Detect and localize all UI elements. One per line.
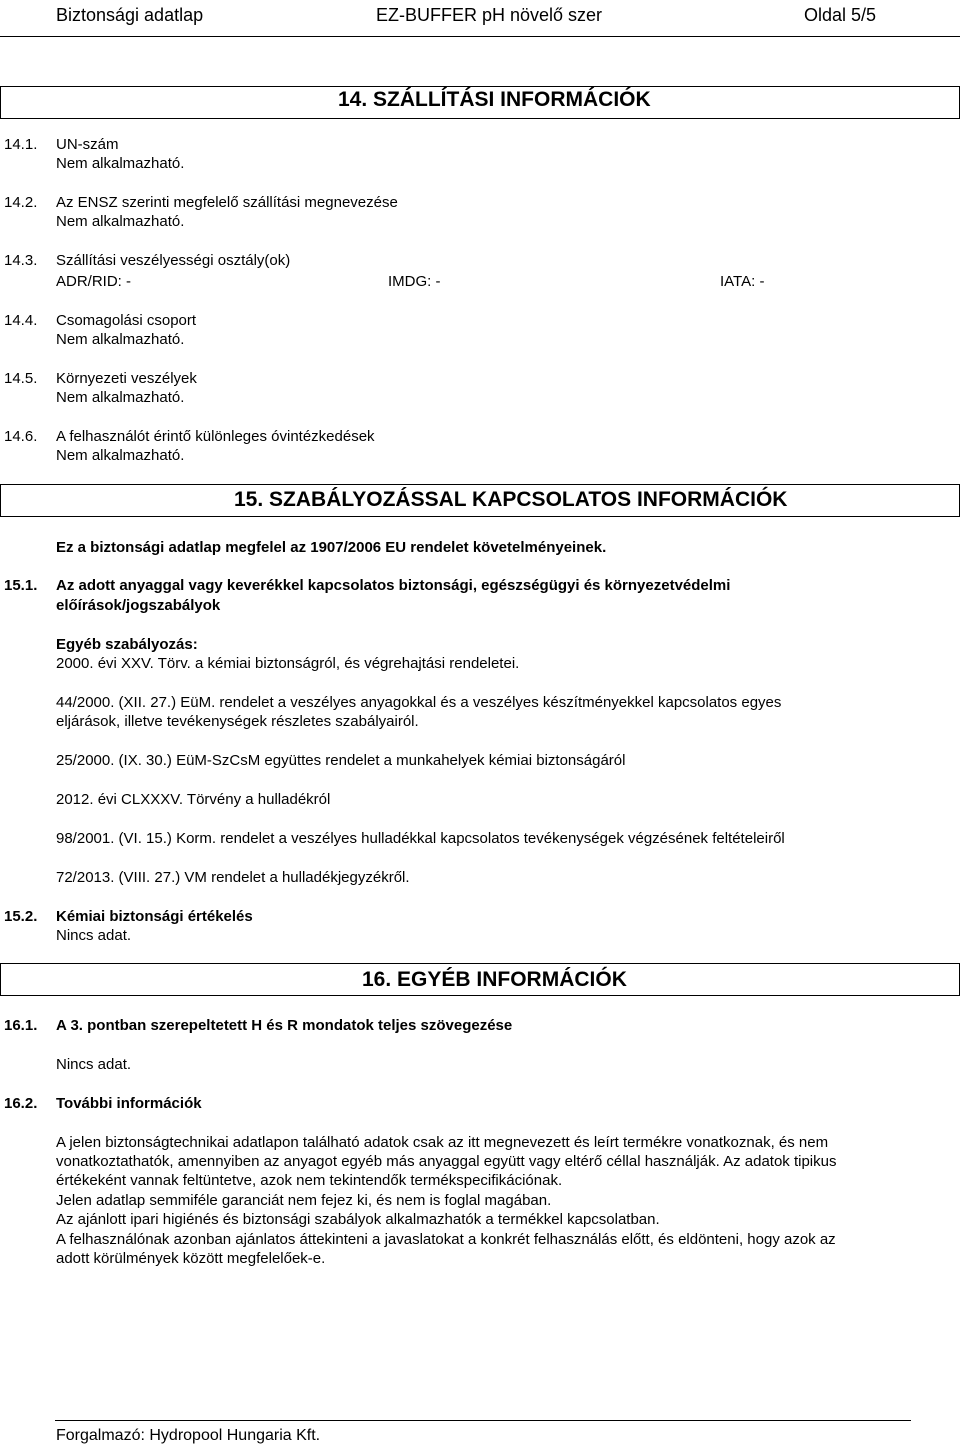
iata-value: IATA: - — [720, 273, 765, 290]
item-number: 14.5. — [4, 370, 38, 387]
item-title: Szállítási veszélyességi osztály(ok) — [56, 252, 291, 269]
item-title: UN-szám — [56, 136, 119, 153]
regulation-item: 72/2013. (VIII. 27.) VM rendelet a hulladékjegyzékről. — [56, 869, 410, 886]
other-regulations-label: Egyéb szabályozás: — [56, 636, 198, 653]
info-paragraph-line: Jelen adatlap semmiféle garanciát nem fejez ki, és nem is foglal magában. — [56, 1192, 552, 1209]
header-divider — [0, 36, 960, 37]
regulation-intro: Ez a biztonsági adatlap megfelel az 1907/2006 EU rendelet követelményeinek. — [56, 539, 607, 556]
item-value: Nem alkalmazható. — [56, 331, 185, 348]
product-name: EZ-BUFFER pH növelő szer — [376, 5, 603, 25]
item-value: Nem alkalmazható. — [56, 389, 185, 406]
item-number: 14.3. — [4, 252, 38, 269]
item-title: Környezeti veszélyek — [56, 370, 197, 387]
item-number: 14.6. — [4, 428, 38, 445]
regulation-item: 98/2001. (VI. 15.) Korm. rendelet a veszélyes hulladékkal kapcsolatos tevékenységek végzésének feltételeiről — [56, 830, 785, 847]
info-paragraph-line: adott körülmények között megfelelőek-e. — [56, 1250, 326, 1267]
item-title: Csomagolási csoport — [56, 312, 197, 329]
section-16-title: 16. EGYÉB INFORMÁCIÓK — [362, 968, 627, 991]
section-15-title: 15. SZABÁLYOZÁSSAL KAPCSOLATOS INFORMÁCIÓK — [234, 488, 788, 511]
info-paragraph-line: Az ajánlott ipari higiénés és biztonsági szabályok alkalmazhatók a termékkel kapcsolatban. — [56, 1211, 660, 1228]
distributor: Forgalmazó: Hydropool Hungaria Kft. — [56, 1427, 321, 1444]
item-title: További információk — [56, 1095, 202, 1112]
regulation-item: 2000. évi XXV. Törv. a kémiai biztonságról, és végrehajtási rendeletei. — [56, 655, 520, 672]
item-value: Nincs adat. — [56, 927, 132, 944]
item-number: 14.4. — [4, 312, 38, 329]
item-number: 16.1. — [4, 1017, 38, 1034]
item-number: 15.1. — [4, 577, 38, 594]
doc-title: Biztonsági adatlap — [56, 5, 204, 25]
item-title: A felhasználót érintő különleges óvintézkedések — [56, 428, 375, 445]
item-number: 16.2. — [4, 1095, 38, 1112]
info-paragraph-line: A felhasználónak azonban ajánlatos áttekinteni a javaslatokat a konkrét felhasználás előtt, és eldönteni, hogy azok az — [56, 1231, 836, 1248]
info-paragraph-line: értékeként vannak feltüntetve, azok nem tekintendők termékspecifikációnak. — [56, 1172, 563, 1189]
regulation-item: 44/2000. (XII. 27.) EüM. rendelet a veszélyes anyagokkal és a veszélyes készítményekkel kapcsolatos egyes — [56, 694, 782, 711]
item-title: A 3. pontban szerepeltetett H és R mondatok teljes szövegezése — [56, 1017, 513, 1034]
item-title: Kémiai biztonsági értékelés — [56, 908, 253, 925]
page-number: Oldal 5/5 — [804, 5, 877, 25]
item-value: Nem alkalmazható. — [56, 447, 185, 464]
imdg-value: IMDG: - — [388, 273, 441, 290]
regulation-item: 2012. évi CLXXXV. Törvény a hulladékról — [56, 791, 331, 808]
adr-rid-value: ADR/RID: - — [56, 273, 131, 290]
item-number: 15.2. — [4, 908, 38, 925]
item-value: Nincs adat. — [56, 1056, 132, 1073]
info-paragraph-line: vonatkoztathatók, amennyiben az anyagot egyéb más anyaggal együtt vagy eltérő céllal használják. Az adatok tipikus — [56, 1153, 837, 1170]
regulation-item: 25/2000. (IX. 30.) EüM-SzCsM együttes rendelet a munkahelyek kémiai biztonságáról — [56, 752, 626, 769]
footer-divider — [55, 1420, 911, 1421]
item-title-cont: előírások/jogszabályok — [56, 597, 221, 614]
item-number: 14.1. — [4, 136, 38, 153]
item-title: Az adott anyaggal vagy keverékkel kapcsolatos biztonsági, egészségügyi és környezetvédelmi — [56, 577, 731, 594]
info-paragraph-line: A jelen biztonságtechnikai adatlapon található adatok csak az itt megnevezett és leírt termékre vonatkoznak, és nem — [56, 1134, 829, 1151]
item-title: Az ENSZ szerinti megfelelő szállítási megnevezése — [56, 194, 398, 211]
regulation-item-cont: eljárások, illetve tevékenységek részletes szabályairól. — [56, 713, 419, 730]
item-value: Nem alkalmazható. — [56, 213, 185, 230]
item-number: 14.2. — [4, 194, 38, 211]
section-14-title: 14. SZÁLLÍTÁSI INFORMÁCIÓK — [338, 88, 651, 111]
item-value: Nem alkalmazható. — [56, 155, 185, 172]
